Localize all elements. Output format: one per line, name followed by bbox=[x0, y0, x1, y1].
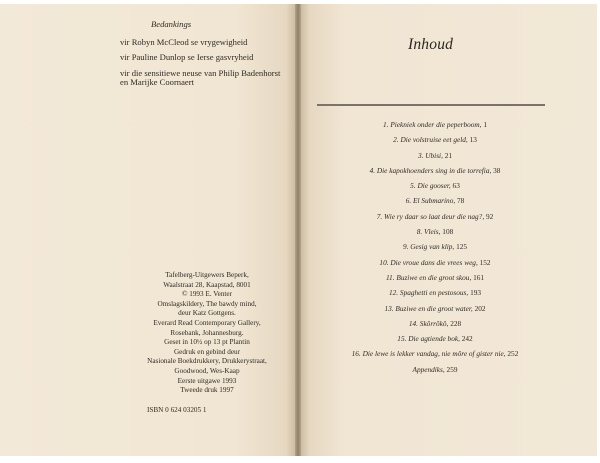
toc-entry-title: Wie ry daar so laat deur die nag?, bbox=[384, 211, 485, 221]
toc-entry-title: Die agtiende bok, bbox=[408, 334, 460, 344]
toc-entry-title: Skôrrôkô, bbox=[419, 318, 449, 328]
contents-title: Inhoud bbox=[408, 36, 454, 53]
toc-entry-page: 108 bbox=[442, 227, 454, 237]
dedications-section bbox=[120, 20, 295, 94]
toc-entry bbox=[310, 227, 560, 242]
toc-entry bbox=[310, 212, 560, 227]
toc-entry-number: 2. bbox=[393, 135, 399, 145]
toc-entry-number: 15. bbox=[397, 334, 407, 344]
toc-entry bbox=[310, 120, 560, 135]
toc-entry bbox=[310, 166, 560, 181]
imprint-line: Tweede druk 1997 bbox=[180, 386, 234, 395]
toc-entry-title: Buziwe en die groot skou, bbox=[396, 272, 472, 282]
dedication-line: vir die sensitiewe neuse van Philip Badenhorst bbox=[120, 67, 281, 78]
imprint-line: deur Katz Gottgens. bbox=[178, 309, 236, 318]
toc-entry bbox=[310, 258, 560, 273]
imprint-line: © 1993 E. Venter bbox=[181, 290, 233, 299]
toc-entry-page: 228 bbox=[450, 318, 462, 328]
toc-entry-number: 11. bbox=[385, 272, 395, 282]
table-of-contents bbox=[310, 120, 560, 380]
bottom-margin bbox=[0, 456, 600, 463]
toc-entry-title: Die gooser, bbox=[417, 181, 451, 191]
imprint-line: Eerste uitgawe 1993 bbox=[177, 376, 237, 385]
toc-entry-number: 6. bbox=[405, 196, 412, 206]
toc-entry-page: 202 bbox=[474, 303, 486, 313]
toc-entry-title: Piekniek onder die peperboom, bbox=[390, 120, 482, 129]
toc-entry bbox=[310, 181, 560, 196]
toc-entry-number: 12. bbox=[388, 288, 399, 298]
isbn: ISBN 0 624 03205 1 bbox=[147, 405, 207, 414]
toc-entry-title: Die kapokhoenders sing in die torrefia, bbox=[376, 165, 492, 175]
imprint-line: Everard Read Contemporary Gallery, bbox=[153, 318, 261, 327]
toc-entry-title: Gesig van klip, bbox=[410, 242, 455, 252]
dedication-line: en Marijke Coornaert bbox=[120, 77, 194, 88]
toc-entry bbox=[310, 196, 560, 211]
toc-entry-number: 5. bbox=[410, 181, 416, 191]
imprint-line: Gedruk en gebind deur bbox=[173, 347, 241, 356]
toc-entry-page: 92 bbox=[485, 211, 494, 221]
toc-entry-number: 14. bbox=[408, 318, 418, 328]
toc-entry-title: Die vroue dans die vrees weg, bbox=[390, 257, 478, 267]
toc-entry-number: 3. bbox=[417, 150, 424, 160]
imprint-line: Waalstraat 28, Kaapstad, 8001 bbox=[163, 280, 251, 289]
toc-entry bbox=[310, 273, 560, 288]
toc-entry-page: 252 bbox=[507, 349, 519, 359]
toc-entry-number: 1. bbox=[383, 120, 389, 129]
toc-entry-number: 4. bbox=[369, 165, 376, 175]
toc-entry-page: 63 bbox=[452, 181, 460, 191]
dedication-line: vir Robyn McCleod se vrygewigheid bbox=[120, 36, 248, 47]
toc-entry bbox=[310, 365, 560, 380]
toc-entry-number: 7. bbox=[376, 211, 383, 221]
toc-entry-page: 259 bbox=[446, 364, 458, 374]
toc-entry-page: 161 bbox=[473, 272, 485, 282]
imprint-line: Geset in 10½ op 13 pt Plantin bbox=[164, 338, 250, 347]
imprint-line: Goodwood, Wes-Kaap bbox=[174, 366, 240, 375]
toc-entry-number: 16. bbox=[351, 349, 361, 359]
contents-rule bbox=[317, 104, 545, 106]
toc-entry-number: 13. bbox=[384, 303, 394, 313]
imprint-line: Nasionale Boekdrukkery, Drukkerystraat, bbox=[147, 357, 267, 366]
toc-entry bbox=[310, 319, 560, 334]
dedication-line: vir Pauline Dunlop se Ierse gasvryheid bbox=[120, 52, 254, 63]
imprint-block bbox=[122, 271, 292, 415]
imprint-line: Rosebank, Johannesburg. bbox=[170, 328, 244, 337]
toc-entry-title: Buziwe en die groot water, bbox=[395, 303, 473, 313]
imprint-line: Omslagskildery, The bawdy mind, bbox=[157, 299, 257, 308]
dedications-title: Bedankings bbox=[151, 19, 192, 29]
toc-entry bbox=[310, 349, 560, 364]
imprint-line: Tafelberg-Uitgewers Beperk, bbox=[165, 271, 249, 279]
toc-entry bbox=[310, 288, 560, 303]
toc-entry-page: 152 bbox=[479, 257, 491, 267]
toc-entry-title: Vleis, bbox=[424, 227, 441, 237]
toc-entry-number: 8. bbox=[416, 227, 423, 237]
toc-entry bbox=[310, 242, 560, 257]
toc-entry-page: 1 bbox=[483, 120, 487, 129]
toc-entry-page: 21 bbox=[444, 150, 453, 160]
toc-entry bbox=[310, 304, 560, 319]
toc-entry bbox=[310, 334, 560, 349]
toc-entry-page: 193 bbox=[470, 288, 482, 298]
toc-entry-page: 78 bbox=[457, 196, 465, 206]
toc-entry-page: 38 bbox=[493, 165, 501, 175]
toc-entry-title: Ubisi, bbox=[425, 150, 443, 160]
toc-entry-title: Spaghetti en pestosous, bbox=[399, 288, 469, 298]
toc-entry-page: 242 bbox=[461, 334, 473, 344]
toc-entry-title: Appendiks, bbox=[412, 364, 445, 374]
toc-entry-number: 9. bbox=[402, 242, 409, 252]
toc-entry bbox=[310, 135, 560, 150]
toc-entry-number: 10. bbox=[379, 257, 389, 267]
toc-entry-title: El Submarino, bbox=[413, 196, 456, 206]
toc-entry-title: Die lewe is lekker vandag, nie môre of gister nie, bbox=[362, 349, 506, 359]
toc-entry bbox=[310, 151, 560, 166]
toc-entry-page: 125 bbox=[456, 242, 468, 252]
toc-entry-page: 13 bbox=[469, 135, 477, 145]
toc-entry-title: Die volstruise eet geld, bbox=[400, 135, 468, 145]
